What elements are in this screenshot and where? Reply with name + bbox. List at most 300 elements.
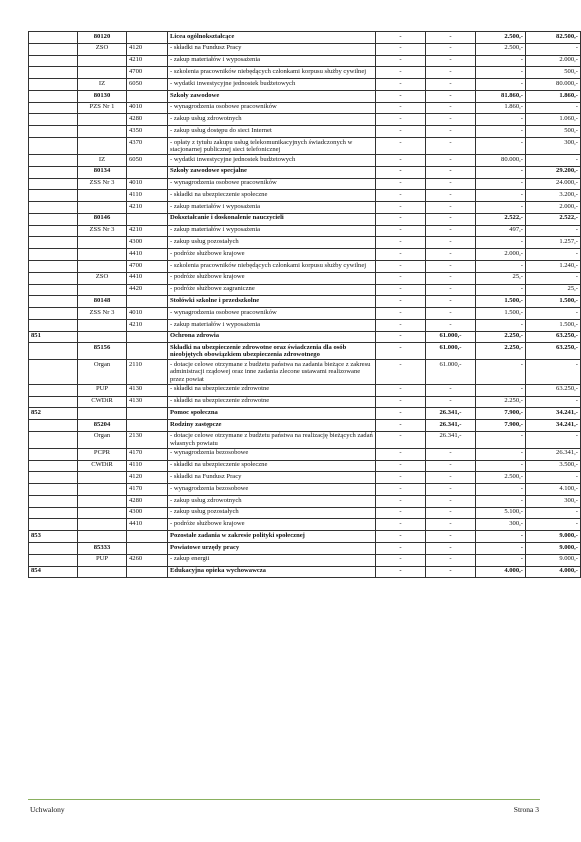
paragraph-cell: 4700 [127,261,168,273]
amount-col-2-cell: 61.000,- [426,343,476,360]
footer-status: Uchwalony [30,805,65,814]
amount-col-3-cell: 2.500,- [476,32,526,44]
amount-col-2-cell: - [426,126,476,138]
amount-col-4-cell: - [526,308,581,320]
amount-col-2-cell: - [426,67,476,79]
description-cell: - wynagrodzenia osobowe pracowników [168,178,376,190]
amount-col-2-cell: - [426,225,476,237]
amount-col-4-cell: 9.000,- [526,531,581,543]
amount-col-2-cell: - [426,166,476,178]
amount-col-2-cell: - [426,519,476,531]
section-cell [29,32,78,44]
table-row [29,460,581,472]
amount-col-1-cell: - [376,213,426,225]
table-row [29,495,581,507]
amount-col-1-cell: - [376,178,426,190]
amount-col-1-cell: - [376,531,426,543]
section-cell [29,154,78,166]
amount-col-3-cell: - [476,138,526,155]
table-row [29,202,581,214]
amount-col-3-cell: 1.500,- [476,296,526,308]
amount-col-1-cell: - [376,272,426,284]
amount-col-4-cell: 9.000,- [526,554,581,566]
unit-cell: 85204 [78,420,127,432]
table-row [29,396,581,408]
unit-cell: ZSS Nr 3 [78,308,127,320]
amount-col-2-cell: - [426,296,476,308]
unit-cell: Organ [78,360,127,384]
amount-col-1-cell: - [376,384,426,396]
table-row [29,284,581,296]
description-cell: - dotacje celowe otrzymane z budżetu państwa na zadania bieżące z zakresu administracji rządowej oraz inne zadania zlecone ustawami realizowane przez powiat [168,360,376,384]
amount-col-3-cell: - [476,319,526,331]
description-cell: - podróże służbowe krajowe [168,272,376,284]
paragraph-cell [127,566,168,578]
footer-page-number: Strona 3 [513,805,539,814]
amount-col-1-cell: - [376,237,426,249]
table-row [29,554,581,566]
paragraph-cell: 4130 [127,396,168,408]
paragraph-cell [127,32,168,44]
section-cell [29,225,78,237]
paragraph-cell [127,166,168,178]
unit-cell [78,249,127,261]
section-cell [29,138,78,155]
amount-col-1-cell: - [376,284,426,296]
unit-cell: 85156 [78,343,127,360]
amount-col-2-cell: - [426,448,476,460]
amount-col-3-cell: - [476,55,526,67]
table-row [29,484,581,496]
amount-col-3-cell: 2.250,- [476,331,526,343]
unit-cell [78,507,127,519]
amount-col-3-cell: 2.250,- [476,343,526,360]
amount-col-2-cell: - [426,202,476,214]
table-row [29,126,581,138]
section-cell [29,384,78,396]
amount-col-1-cell: - [376,507,426,519]
amount-col-4-cell: 3.200,- [526,190,581,202]
amount-col-1-cell: - [376,126,426,138]
unit-cell [78,190,127,202]
amount-col-2-cell: 26.341,- [426,431,476,448]
section-cell [29,554,78,566]
section-cell [29,249,78,261]
amount-col-1-cell: - [376,519,426,531]
amount-col-2-cell: - [426,178,476,190]
paragraph-cell: 4130 [127,384,168,396]
description-cell: - wynagrodzenia osobowe pracowników [168,102,376,114]
amount-col-1-cell: - [376,225,426,237]
paragraph-cell: 2130 [127,431,168,448]
section-cell [29,396,78,408]
amount-col-1-cell: - [376,32,426,44]
amount-col-3-cell: - [476,531,526,543]
amount-col-1-cell: - [376,343,426,360]
paragraph-cell: 4010 [127,102,168,114]
paragraph-cell: 4410 [127,519,168,531]
paragraph-cell [127,420,168,432]
amount-col-1-cell: - [376,472,426,484]
unit-cell [78,284,127,296]
description-cell: Ochrona zdrowia [168,331,376,343]
description-cell: - zakup energii [168,554,376,566]
unit-cell [78,331,127,343]
section-cell [29,102,78,114]
unit-cell [78,237,127,249]
paragraph-cell [127,90,168,102]
description-cell: - zakup usług zdrowotnych [168,495,376,507]
paragraph-cell: 4260 [127,554,168,566]
section-cell [29,166,78,178]
description-cell: - składki na Fundusz Pracy [168,472,376,484]
amount-col-3-cell: 300,- [476,519,526,531]
unit-cell: 80120 [78,32,127,44]
amount-col-2-cell: - [426,396,476,408]
amount-col-1-cell: - [376,55,426,67]
unit-cell: 80130 [78,90,127,102]
unit-cell [78,472,127,484]
amount-col-2-cell: - [426,154,476,166]
unit-cell: PUP [78,554,127,566]
paragraph-cell [127,296,168,308]
amount-col-1-cell: - [376,296,426,308]
amount-col-4-cell: 34.241,- [526,408,581,420]
table-row [29,190,581,202]
amount-col-4-cell: 63.250,- [526,384,581,396]
paragraph-cell: 6050 [127,79,168,91]
amount-col-3-cell: - [476,484,526,496]
paragraph-cell: 4110 [127,190,168,202]
description-cell: - składki na ubezpieczenie społeczne [168,460,376,472]
amount-col-3-cell: 2.250,- [476,396,526,408]
description-cell: Edukacyjna opieka wychowawcza [168,566,376,578]
description-cell: - wynagrodzenia bezosobowe [168,484,376,496]
description-cell: Stołówki szkolne i przedszkolne [168,296,376,308]
section-cell [29,543,78,555]
table-row [29,67,581,79]
paragraph-cell: 4300 [127,237,168,249]
unit-cell [78,114,127,126]
paragraph-cell: 2110 [127,360,168,384]
section-cell [29,213,78,225]
unit-cell: IZ [78,154,127,166]
amount-col-2-cell: - [426,384,476,396]
unit-cell [78,495,127,507]
table-row [29,431,581,448]
amount-col-1-cell: - [376,408,426,420]
amount-col-2-cell: - [426,495,476,507]
amount-col-2-cell: - [426,190,476,202]
paragraph-cell: 6050 [127,154,168,166]
amount-col-2-cell: - [426,272,476,284]
amount-col-4-cell: 9.000,- [526,543,581,555]
table-row-heading [29,296,581,308]
amount-col-3-cell: - [476,261,526,273]
description-cell: - szkolenia pracowników niebędących członkami korpusu służby cywilnej [168,261,376,273]
table-row [29,154,581,166]
amount-col-2-cell: - [426,531,476,543]
table-row [29,79,581,91]
table-row-heading [29,566,581,578]
amount-col-1-cell: - [376,484,426,496]
paragraph-cell: 4700 [127,67,168,79]
section-cell: 854 [29,566,78,578]
description-cell: - składki na ubezpieczenie zdrowotne [168,396,376,408]
amount-col-4-cell: - [526,360,581,384]
amount-col-3-cell: 497,- [476,225,526,237]
paragraph-cell: 4210 [127,202,168,214]
amount-col-4-cell: 300,- [526,138,581,155]
amount-col-2-cell: - [426,102,476,114]
paragraph-cell [127,331,168,343]
amount-col-4-cell: 82.500,- [526,32,581,44]
table-row [29,507,581,519]
amount-col-4-cell: - [526,431,581,448]
table-row-heading [29,213,581,225]
table-row [29,249,581,261]
paragraph-cell: 4120 [127,472,168,484]
description-cell: Licea ogólnokształcące [168,32,376,44]
amount-col-3-cell: 5.100,- [476,507,526,519]
description-cell: - podróże służbowe krajowe [168,519,376,531]
unit-cell: ZSO [78,43,127,55]
table-row-heading [29,166,581,178]
amount-col-3-cell: 1.500,- [476,308,526,320]
table-row-heading [29,343,581,360]
unit-cell: 85333 [78,543,127,555]
amount-col-4-cell: 63.250,- [526,331,581,343]
amount-col-3-cell: 4.000,- [476,566,526,578]
description-cell: - składki na ubezpieczenie zdrowotne [168,384,376,396]
amount-col-3-cell: - [476,67,526,79]
section-cell [29,472,78,484]
unit-cell: Organ [78,431,127,448]
amount-col-4-cell: 29.200,- [526,166,581,178]
paragraph-cell: 4120 [127,43,168,55]
unit-cell [78,531,127,543]
table-row-heading [29,32,581,44]
paragraph-cell: 4170 [127,448,168,460]
amount-col-4-cell: - [526,472,581,484]
unit-cell [78,55,127,67]
amount-col-4-cell: 34.241,- [526,420,581,432]
amount-col-4-cell: - [526,154,581,166]
section-cell [29,178,78,190]
paragraph-cell: 4350 [127,126,168,138]
amount-col-3-cell: 81.860,- [476,90,526,102]
section-cell [29,79,78,91]
unit-cell [78,261,127,273]
amount-col-4-cell: 1.500,- [526,319,581,331]
amount-col-2-cell: - [426,114,476,126]
amount-col-2-cell: - [426,460,476,472]
budget-table-body [29,32,581,578]
amount-col-1-cell: - [376,90,426,102]
section-cell [29,360,78,384]
amount-col-4-cell: - [526,519,581,531]
amount-col-1-cell: - [376,448,426,460]
amount-col-4-cell: - [526,249,581,261]
amount-col-1-cell: - [376,67,426,79]
unit-cell: PZS Nr 1 [78,102,127,114]
amount-col-4-cell: 300,- [526,495,581,507]
description-cell: Szkoły zawodowe specjalne [168,166,376,178]
amount-col-4-cell: 3.500,- [526,460,581,472]
amount-col-4-cell: 500,- [526,126,581,138]
section-cell [29,319,78,331]
section-cell [29,484,78,496]
amount-col-3-cell: 7.900,- [476,408,526,420]
section-cell: 852 [29,408,78,420]
paragraph-cell: 4110 [127,460,168,472]
section-cell [29,495,78,507]
description-cell: - wynagrodzenia bezosobowe [168,448,376,460]
amount-col-1-cell: - [376,420,426,432]
amount-col-2-cell: - [426,79,476,91]
description-cell: - dotacje celowe otrzymane z budżetu państwa na realizację bieżących zadań własnych powiatu [168,431,376,448]
section-cell [29,284,78,296]
unit-cell: PUP [78,384,127,396]
table-row-heading [29,420,581,432]
table-row [29,102,581,114]
amount-col-2-cell: - [426,90,476,102]
amount-col-1-cell: - [376,360,426,384]
section-cell [29,114,78,126]
footer-divider [28,799,540,800]
unit-cell: PCPR [78,448,127,460]
table-row-heading [29,408,581,420]
amount-col-3-cell: - [476,360,526,384]
amount-col-4-cell: - [526,272,581,284]
paragraph-cell [127,543,168,555]
unit-cell: 80146 [78,213,127,225]
description-cell: Szkoły zawodowe [168,90,376,102]
amount-col-4-cell: 2.000,- [526,202,581,214]
table-row [29,472,581,484]
amount-col-2-cell: - [426,213,476,225]
description-cell: Rodziny zastępcze [168,420,376,432]
unit-cell [78,519,127,531]
unit-cell [78,484,127,496]
amount-col-2-cell: - [426,32,476,44]
amount-col-4-cell: - [526,225,581,237]
table-row-heading [29,531,581,543]
section-cell [29,272,78,284]
amount-col-3-cell: - [476,448,526,460]
table-row [29,519,581,531]
amount-col-4-cell: - [526,43,581,55]
amount-col-4-cell: 2.000,- [526,55,581,67]
unit-cell: 80148 [78,296,127,308]
description-cell: - zakup materiałów i wyposażenia [168,319,376,331]
amount-col-3-cell: - [476,126,526,138]
amount-col-4-cell: 1.860,- [526,90,581,102]
description-cell: - zakup usług pozostałych [168,507,376,519]
table-row [29,261,581,273]
paragraph-cell: 4010 [127,308,168,320]
amount-col-4-cell: - [526,102,581,114]
description-cell: - podróże służbowe zagraniczne [168,284,376,296]
unit-cell: 80134 [78,166,127,178]
unit-cell [78,566,127,578]
unit-cell [78,202,127,214]
table-row [29,43,581,55]
amount-col-4-cell: 2.522,- [526,213,581,225]
amount-col-4-cell: 1.500,- [526,296,581,308]
unit-cell [78,67,127,79]
section-cell [29,507,78,519]
amount-col-3-cell: - [476,495,526,507]
amount-col-1-cell: - [376,79,426,91]
amount-col-4-cell: 24.000,- [526,178,581,190]
amount-col-2-cell: - [426,237,476,249]
description-cell: - wynagrodzenia osobowe pracowników [168,308,376,320]
amount-col-1-cell: - [376,190,426,202]
table-row [29,55,581,67]
amount-col-3-cell: 2.500,- [476,472,526,484]
section-cell [29,190,78,202]
amount-col-3-cell: - [476,166,526,178]
amount-col-3-cell: - [476,384,526,396]
paragraph-cell: 4410 [127,272,168,284]
amount-col-1-cell: - [376,308,426,320]
description-cell: - podróże służbowe krajowe [168,249,376,261]
amount-col-2-cell: 61.000,- [426,360,476,384]
amount-col-4-cell: - [526,396,581,408]
unit-cell: ZSO [78,272,127,284]
amount-col-1-cell: - [376,554,426,566]
amount-col-2-cell: - [426,261,476,273]
unit-cell: ZSS Nr 3 [78,178,127,190]
description-cell: - wydatki inwestycyjne jednostek budżetowych [168,154,376,166]
table-row [29,319,581,331]
amount-col-3-cell: - [476,79,526,91]
table-row [29,384,581,396]
amount-col-4-cell: 4.100,- [526,484,581,496]
section-cell [29,420,78,432]
section-cell [29,343,78,360]
section-cell [29,43,78,55]
description-cell: - zakup materiałów i wyposażenia [168,202,376,214]
section-cell [29,261,78,273]
amount-col-1-cell: - [376,249,426,261]
amount-col-3-cell: 25,- [476,272,526,284]
amount-col-1-cell: - [376,331,426,343]
paragraph-cell: 4210 [127,55,168,67]
amount-col-1-cell: - [376,543,426,555]
amount-col-4-cell: 80.000,- [526,79,581,91]
paragraph-cell: 4410 [127,249,168,261]
amount-col-1-cell: - [376,396,426,408]
amount-col-3-cell: 2.000,- [476,249,526,261]
amount-col-2-cell: 26.341,- [426,408,476,420]
amount-col-3-cell: - [476,190,526,202]
amount-col-3-cell: 1.860,- [476,102,526,114]
amount-col-2-cell: 26.341,- [426,420,476,432]
amount-col-2-cell: - [426,43,476,55]
unit-cell [78,408,127,420]
amount-col-2-cell: - [426,308,476,320]
amount-col-3-cell: 2.522,- [476,213,526,225]
unit-cell: ZSS Nr 3 [78,225,127,237]
table-row [29,237,581,249]
table-row [29,448,581,460]
amount-col-1-cell: - [376,202,426,214]
amount-col-1-cell: - [376,138,426,155]
budget-table [28,31,581,578]
section-cell [29,296,78,308]
